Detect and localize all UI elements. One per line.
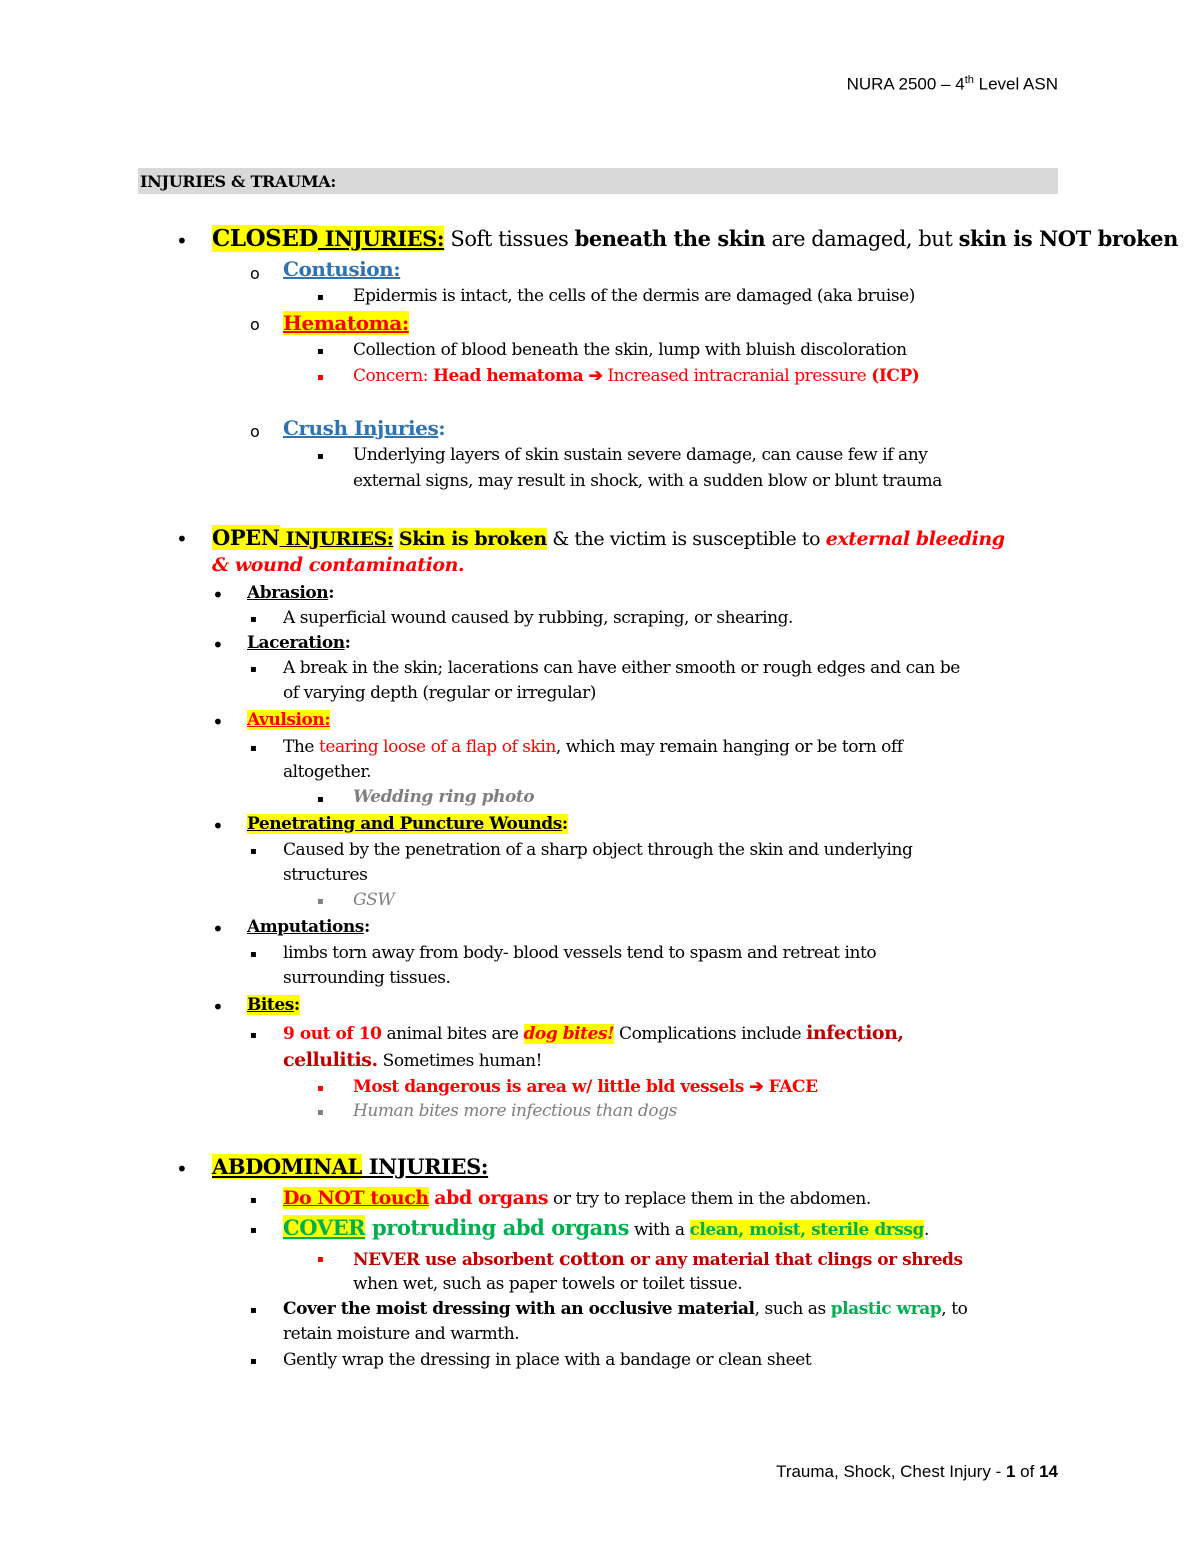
abdominal-detail-3-line-1 [283,1300,967,1320]
text-run: Skin is broken [398,528,547,550]
square-bullet: ▪ [250,1225,257,1236]
header-course: NURA 2500 – 4 [846,74,965,94]
square-bullet: ▪ [317,794,324,805]
text-run: Amputations [247,917,364,937]
circle-bullet: o [250,264,260,283]
text-run: COVER [283,1215,366,1240]
circle-bullet: o [250,315,260,334]
text-run: Gently wrap the dressing in place with a bandage or clean sheet [283,1350,812,1370]
text-run: Collection of blood beneath the skin, lump with bluish discoloration [353,340,907,360]
disc-bullet: • [212,583,224,607]
square-bullet: ▪ [317,451,324,462]
square-bullet: ▪ [250,846,257,857]
text-run: or try to replace them in the abdomen. [548,1189,871,1209]
text-run: altogether. [283,762,372,782]
text-run: Concern: [353,366,433,386]
text-run: external signs, may result in shock, with a sudden blow or blunt trauma [353,471,942,491]
bites-note-2 [353,1102,677,1122]
text-run: limbs torn away from body- blood vessels tend to spasm and retreat into [283,943,877,963]
penetrating-detail-line-2 [283,866,367,886]
text-run: INJURIES: [317,226,445,251]
text-run: clean, moist, sterile drssg [689,1220,924,1240]
text-run: NEVER use absorbent [353,1250,559,1270]
text-run: tearing loose of a flap of skin [318,737,556,757]
text-run: INJURIES: [361,1154,489,1179]
contusion-detail [353,287,915,307]
square-bullet: ▪ [250,949,257,960]
open-injuries-heading [212,526,1005,551]
text-run: INJURIES: [279,528,394,550]
text-run: cellulitis. [283,1049,378,1071]
abrasion-heading [247,584,334,604]
bites-heading [247,996,300,1016]
text-run: & wound contamination. [212,554,465,576]
abdominal-detail-2 [283,1216,929,1241]
text-run: 9 out of 10 [283,1024,382,1044]
abdominal-detail-4 [283,1351,811,1371]
text-run: (ICP) [871,366,920,386]
laceration-detail-line-1 [283,659,960,679]
text-run: abd organs [434,1187,549,1209]
bites-detail-line-1 [283,1023,904,1045]
avulsion-detail-line-1 [283,738,903,758]
text-run: cotton [558,1248,625,1270]
text-run: : [293,995,300,1015]
text-run: . [923,1220,929,1240]
text-run: animal bites are [381,1024,524,1044]
disc-bullet: • [212,917,224,941]
text-run: OPEN [212,525,280,550]
text-run: Contusion: [283,257,401,281]
text-run: FACE [763,1077,818,1097]
text-run: Abrasion [247,583,329,603]
text-run: with a [629,1220,690,1240]
square-bullet: ▪ [250,664,257,675]
text-run: Hematoma: [283,311,409,335]
header-level: Level ASN [973,74,1058,94]
amputations-detail-line-1 [283,944,876,964]
square-bullet: ▪ [317,292,324,303]
text-run: Bites [247,995,294,1015]
text-run: Caused by the penetration of a sharp object through the skin and underlying [283,840,913,860]
text-run: or any material that clings or shreds [624,1250,963,1270]
text-run: GSW [353,890,395,910]
footer-total-pages: 14 [1039,1462,1058,1481]
header-superscript: th [964,74,974,86]
hematoma-concern [353,367,919,387]
abrasion-detail [283,609,793,629]
section-title: INJURIES & TRAUMA: [140,172,336,191]
square-bullet: ▪ [317,896,324,907]
text-run: : [344,633,351,653]
footer-page-number: 1 [1005,1462,1016,1481]
text-run: when wet, such as paper towels or toilet tissue. [353,1274,743,1294]
square-bullet: ▪ [250,1356,257,1367]
text-run: Human bites more infectious than dogs [353,1101,677,1121]
page-footer [776,1462,1058,1482]
footer-title: Trauma, Shock, Chest Injury - [776,1462,1006,1481]
text-run: beneath the skin [574,226,766,251]
text-run: : [328,583,335,603]
text-run: Complications include [614,1024,807,1044]
laceration-heading [247,634,350,654]
text-run: dog bites! [523,1024,615,1044]
text-run: are damaged, but [765,227,959,251]
text-run: infection, [806,1022,904,1044]
crush-detail-line-1 [353,446,927,466]
text-run: Most dangerous is area w/ little bld vessels [353,1077,750,1097]
text-run: Penetrating and Puncture Wounds [247,814,562,834]
square-bullet: ▪ [250,743,257,754]
contusion-heading [283,258,400,281]
disc-bullet: • [176,229,188,253]
text-run: A break in the skin; lacerations can have either smooth or rough edges and can be [283,658,960,678]
abdominal-detail-1 [283,1188,871,1210]
avulsion-note [353,788,534,808]
bites-note-1 [353,1078,818,1098]
text-run: Laceration [247,633,345,653]
laceration-detail-line-2 [283,684,596,704]
text-run: ABDOMINAL [212,1154,362,1179]
disc-bullet: • [212,814,224,838]
closed-injuries-heading [212,226,1178,252]
text-run: Soft tissues [444,227,575,251]
text-run: : [561,814,568,834]
text-run: Do NOT touch [283,1187,429,1209]
text-run: external bleeding [825,528,1005,550]
square-bullet: ▪ [317,1254,324,1265]
bites-detail-line-2 [283,1050,542,1072]
footer-of: of [1020,1462,1035,1481]
hematoma-detail [353,341,907,361]
text-run: plastic wrap [830,1299,942,1319]
text-run: protruding abd organs [365,1215,629,1240]
text-run: structures [283,865,368,885]
disc-bullet: • [212,633,224,657]
square-bullet: ▪ [317,346,324,357]
text-run: skin is NOT broken [958,226,1178,251]
hematoma-heading [283,312,409,335]
text-run: Epidermis is intact, the cells of the dermis are damaged (aka bruise) [353,286,915,306]
text-run: Underlying layers of skin sustain severe damage, can cause few if any [353,445,928,465]
text-run: CLOSED [212,225,318,252]
text-run: Sometimes human! [377,1051,543,1071]
square-bullet: ▪ [317,1083,324,1094]
text-run: ➔ [588,366,603,386]
amputations-detail-line-2 [283,969,450,989]
crush-detail-line-2 [353,472,942,492]
text-run: : [438,416,446,440]
text-run: , which may remain hanging or be torn off [555,737,903,757]
text-run: & the victim is susceptible to [546,528,826,550]
abdominal-note-line-1 [353,1249,963,1271]
text-run: ➔ [749,1077,764,1097]
avulsion-heading [247,711,330,731]
abdominal-detail-3-line-2 [283,1325,519,1345]
text-run: Wedding ring photo [353,787,535,807]
text-run: Increased intracranial pressure [602,366,872,386]
text-run: , to [941,1299,968,1319]
penetrating-heading [247,815,568,835]
square-bullet: ▪ [317,1107,324,1118]
disc-bullet: • [212,995,224,1019]
avulsion-detail-line-2 [283,763,371,783]
disc-bullet: • [176,527,188,551]
abdominal-injuries-heading [212,1155,488,1179]
text-run: Head hematoma [432,366,589,386]
square-bullet: ▪ [250,1305,257,1316]
circle-bullet: o [250,422,260,441]
text-run: Avulsion: [247,710,331,730]
text-run: of varying depth (regular or irregular) [283,683,596,703]
text-run: : [363,917,370,937]
text-run: , such as [754,1299,831,1319]
square-bullet: ▪ [317,372,324,383]
square-bullet: ▪ [250,1030,257,1041]
disc-bullet: • [176,1157,188,1181]
text-run: Cover the moist dressing with an occlusive material [283,1299,755,1319]
text-run: A superficial wound caused by rubbing, scraping, or shearing. [283,608,793,628]
open-injuries-heading-cont [212,555,464,577]
text-run: surrounding tissues. [283,968,451,988]
penetrating-detail-line-1 [283,841,912,861]
text-run: Crush Injuries [283,416,439,440]
running-header [847,74,1058,95]
square-bullet: ▪ [250,1195,257,1206]
abdominal-note-line-2 [353,1275,742,1295]
amputations-heading [247,918,370,938]
penetrating-note [353,891,394,911]
crush-injuries-heading [283,417,445,440]
square-bullet: ▪ [250,614,257,625]
text-run: retain moisture and warmth. [283,1324,520,1344]
text-run: The [283,737,319,757]
disc-bullet: • [212,710,224,734]
